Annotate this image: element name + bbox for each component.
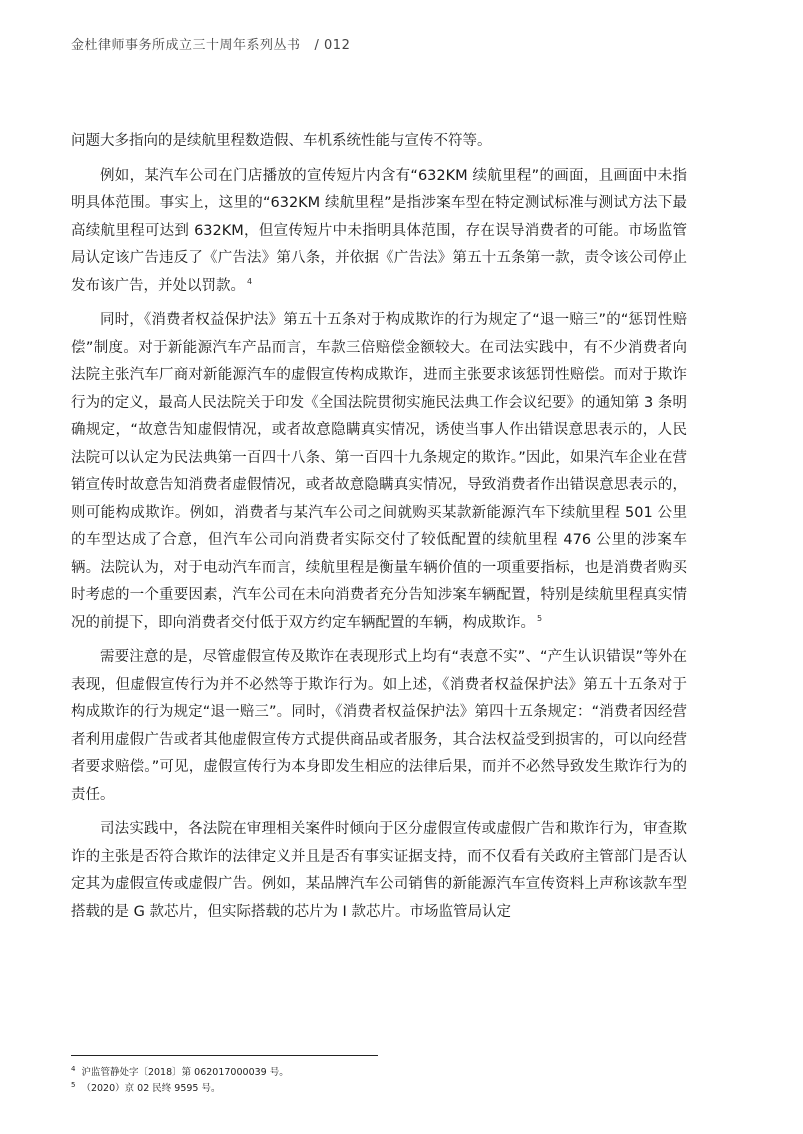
paragraph: 司法实践中，各法院在审理相关案件时倾向于区分虚假宣传或虚假广告和欺诈行为，审查欺诈的主张是否符合欺诈的法律定义并且是否有事实证据支持，而不仅看有关政府主管部门是否认定其为虚假宣传或虚假广告。例如，某品牌汽车公司销售的新能源汽车宣传资料上声称该款车型搭载的是 G 款芯片，但实际搭载的芯片为 I 款芯片。市场监管局认定 [71, 821, 687, 920]
body-text [71, 128, 687, 933]
series-title: 金杜律师事务所成立三十周年系列丛书 [71, 38, 301, 53]
running-header [71, 34, 350, 53]
paragraph: 例如，某汽车公司在门店播放的宣传短片内含有“632KM 续航里程”的画面，且画面中未指明具体范围。事实上，这里的“632KM 续航里程”是指涉案车型在特定测试标准与测试方法下最高续航里程可达到 632KM，但宣传短片中未指明具体范围，存在误导消费者的可能。市场监管局认定该广告违反了《广告法》第八条，并依据《广告法》第五十五条第一款，责令该公司停止发布该广告，并处以罚款。 $^4$ [71, 167, 687, 294]
paragraph: 同时，《消费者权益保护法》第五十五条对于构成欺诈的行为规定了“退一赔三”的“惩罚性赔偿”制度。对于新能源汽车产品而言，车款三倍赔偿金额较大。在司法实践中，有不少消费者向法院主张汽车厂商对新能源汽车的虚假宣传构成欺诈，进而主张要求该惩罚性赔偿。而对于欺诈行为的定义，最高人民法院关于印发《全国法院贯彻实施民法典工作会议纪要》的通知第 3 条明确规定，“故意告知虚假情况，或者故意隐瞒真实情况，诱使当事人作出错误意思表示的，人民法院可以认定为民法典第一百四十八条、第一百四十九条规定的欺诈。”因此，如果汽车企业在营销宣传时故意告知消费者虚假情况，或者故意隐瞒真实情况，导致消费者作出错误意思表示的，则可能构成欺诈。例如，消费者与某汽车公司之间就购买某款新能源汽车下续航里程 501 公里的车型达成了合意，但汽车公司向消费者实际交付了较低配置的续航里程 476 公里的涉案车辆。法院认为，对于电动汽车而言，续航里程是衡量车辆价值的一项重要指标，也是消费者购买时考虑的一个重要因素，汽车公司在未向消费者充分告知涉案车辆配置，特别是续航里程真实情况的前提下，即向消费者交付低于双方约定车辆配置的车辆，构成欺诈。 $^5$ [71, 312, 687, 631]
footnote-number: 4 [71, 1065, 76, 1073]
footnote-ref: 5 [537, 613, 543, 623]
footnote-ref: 4 [247, 276, 253, 286]
paragraph: 需要注意的是，尽管虚假宣传及欺诈在表现形式上均有“表意不实”、“产生认识错误”等外在表现，但虚假宣传行为并不必然等于欺诈行为。如上述，《消费者权益保护法》第五十五条对于构成欺诈的行为规定“退一赔三”。同时，《消费者权益保护法》第四十五条规定：“消费者因经营者利用虚假广告或者其他虚假宣传方式提供商品或者服务，其合法权益受到损害的，可以向经营者要求赔偿。”可见，虚假宣传行为本身即发生相应的法律后果，而并不必然导致发生欺诈行为的责任。 [71, 649, 687, 803]
footnote [71, 1079, 289, 1095]
paragraph: 问题大多指向的是续航里程数造假、车机系统性能与宣传不符等。 [71, 133, 492, 149]
footnote [71, 1063, 289, 1079]
footnote-number: 5 [71, 1081, 76, 1090]
page-number: / 012 [314, 38, 351, 53]
footnotes [71, 1063, 289, 1095]
footnote-text: （2020）京 02 民终 9595 号。 [81, 1083, 221, 1095]
footnote-text: 沪监管静处字〔2018〕第 062017000039 号。 [81, 1067, 289, 1079]
footnote-divider [71, 1055, 378, 1056]
